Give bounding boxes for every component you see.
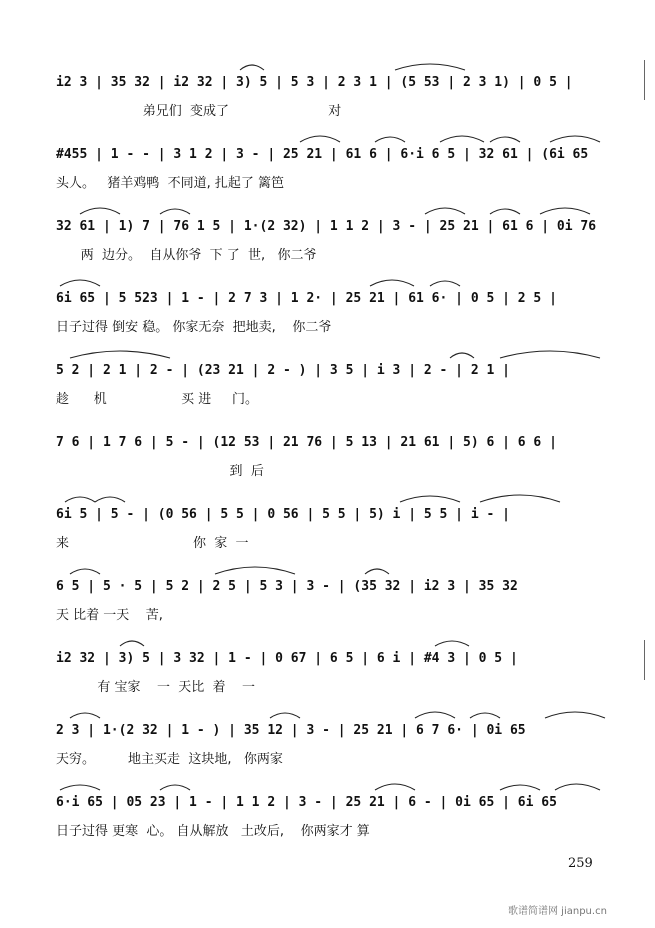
slur-marks [0, 48, 655, 72]
notation-line: 5 2 | 2 1 | 2 - | (23 21 | 2 - ) | 3 5 | i 3 | 2 - | 2 1 | [56, 363, 510, 378]
lyrics-line: 有 宝家 一 天比 着 一 [56, 680, 256, 695]
score-system-11 [0, 790, 655, 860]
lyrics-line: 趁 机 买 进 门。 [56, 392, 258, 407]
barline-edge [644, 640, 645, 680]
notation-line: 7 6 | 1 7 6 | 5 - | (12 53 | 21 76 | 5 13 | 21 61 | 5) 6 | 6 6 | [56, 435, 557, 450]
slur-marks [0, 192, 655, 216]
lyrics-line: 到 后 [56, 464, 264, 479]
slur-marks [0, 480, 655, 504]
watermark: 歌谱简谱网 jianpu.cn [508, 906, 607, 917]
lyrics-line: 两 边分。 自从你爷 下 了 世, 你二爷 [56, 248, 317, 263]
lyrics-line: 来 你 家 一 [56, 536, 249, 551]
page-number: 259 [568, 856, 593, 871]
slur-marks [0, 336, 655, 360]
notation-line: #455 | 1 - - | 3 1 2 | 3 - | 25 21 | 61 6 | 6·i 6 5 | 32 61 | (6i 65 [56, 147, 589, 162]
notation-line: i2 3 | 35 32 | i2 32 | 3) 5 | 5 3 | 2 3 1 | (5 53 | 2 3 1) | 0 5 | [56, 75, 573, 90]
lyrics-line: 弟兄们 变成了 对 [56, 104, 342, 119]
notation-line: 6·i 65 | 05 23 | 1 - | 1 1 2 | 3 - | 25 21 | 6 - | 0i 65 | 6i 65 [56, 795, 557, 810]
lyrics-line: 天穷。 地主买走 这块地, 你两家 [56, 752, 283, 767]
lyrics-line: 日子过得 倒安 稳。 你家无奈 把地卖, 你二爷 [56, 320, 332, 335]
slur-marks [0, 120, 655, 144]
slur-marks [0, 768, 655, 792]
slur-marks [0, 552, 655, 576]
slur-marks [0, 696, 655, 720]
lyrics-line: 天 比着 一天 苦, [56, 608, 163, 623]
notation-line: 6 5 | 5 · 5 | 5 2 | 2 5 | 5 3 | 3 - | (35 32 | i2 3 | 35 32 [56, 579, 518, 594]
notation-line: 6i 5 | 5 - | (0 56 | 5 5 | 0 56 | 5 5 | 5) i | 5 5 | i - | [56, 507, 510, 522]
notation-line: 32 61 | 1) 7 | 76 1 5 | 1·(2 32) | 1 1 2 | 3 - | 25 21 | 61 6 | 0i 76 [56, 219, 597, 234]
barline-edge [644, 60, 645, 100]
lyrics-line: 日子过得 更寒 心。 自从解放 土改后, 你两家才 算 [56, 824, 370, 839]
slur-marks [0, 624, 655, 648]
slur-marks [0, 264, 655, 288]
lyrics-line: 头人。 猪羊鸡鸭 不同道, 扎起了 篱笆 [56, 176, 285, 191]
notation-line: 6i 65 | 5 523 | 1 - | 2 7 3 | 1 2· | 25 21 | 61 6· | 0 5 | 2 5 | [56, 291, 557, 306]
slur-marks [0, 408, 655, 432]
notation-line: i2 32 | 3) 5 | 3 32 | 1 - | 0 67 | 6 5 | 6 i | #4 3 | 0 5 | [56, 651, 518, 666]
notation-line: 2 3 | 1·(2 32 | 1 - ) | 35 12 | 3 - | 25 21 | 6 7 6· | 0i 65 [56, 723, 526, 738]
